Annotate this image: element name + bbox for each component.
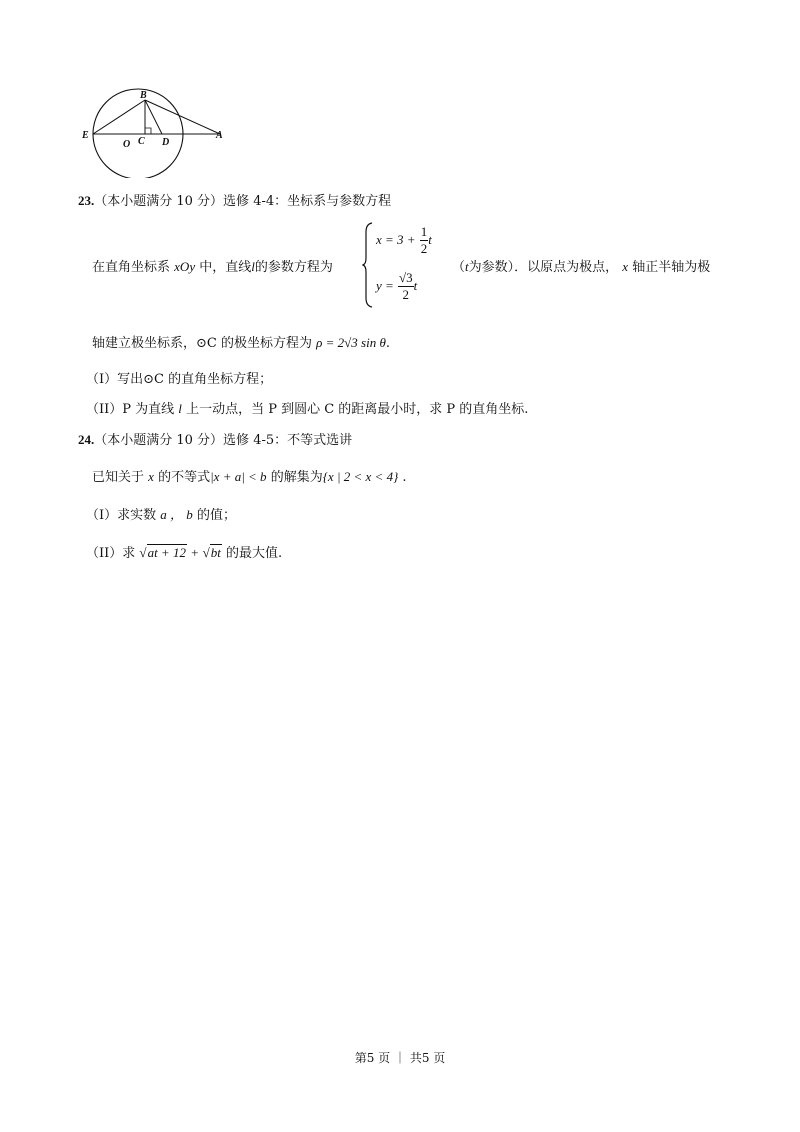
q24-line1-b: 的不等式 (158, 470, 211, 485)
q23-eq2 (376, 270, 417, 303)
q23-header-text: （本小题满分 10 分）选修 4-4：坐标系与参数方程 (94, 194, 392, 209)
q23-l: l (251, 259, 255, 274)
q23-eq2-t: t (413, 278, 418, 293)
q23-eq1-t: t (428, 232, 432, 247)
q24-part2-b: 的最大值. (225, 546, 283, 561)
q24-header-text: （本小题满分 10 分）选修 4-5：不等式选讲 (94, 433, 353, 448)
point-label-d: D (162, 137, 170, 148)
q23-part2-l: l (178, 401, 182, 416)
q24-part1-a: （I）求实数 (86, 508, 157, 523)
q23-eq1-num: 1 (420, 224, 428, 239)
q24-expr-plus: + (191, 545, 199, 560)
q24-line1-c: 的解集为 (270, 470, 323, 485)
q24-x: x (148, 469, 154, 484)
q23-param-note-text: 为参数）．以原点为极点， (468, 260, 619, 275)
q23-part2 (86, 398, 528, 417)
line-bd (145, 100, 162, 134)
system-brace (362, 222, 374, 308)
q23-xoy: xOy (174, 259, 196, 274)
q24-number: 24. (78, 432, 95, 447)
q23-line2 (92, 332, 390, 351)
q23-part1: （I）写出⊙C 的直角坐标方程； (86, 372, 273, 387)
point-label-o: O (123, 139, 131, 150)
q23-param-x: x (622, 259, 629, 274)
page-footer: 第5 页 ｜ 共5 页 (354, 1051, 446, 1065)
q23-line1 (92, 256, 333, 275)
point-label-b: B (140, 90, 147, 101)
q24-part2: （II）求 √at + 12 + √bt 的最大值. (86, 545, 283, 561)
q24-part1 (86, 504, 236, 523)
q23-header (78, 190, 391, 209)
q23-eq2-num: √3 (398, 270, 413, 285)
q23-eq1 (376, 224, 432, 257)
q23-line2-text: 轴建立极坐标系，⊙C 的极坐标方程为 (92, 336, 312, 351)
q23-line2-end: . (385, 336, 390, 351)
q24-part1-vars: a ， b (160, 507, 193, 522)
q24-radicand-2: bt (210, 545, 221, 560)
q23-eq1-lhs: x = 3 + (376, 232, 416, 247)
q24-set: {x | 2 < x < 4} (322, 469, 399, 484)
q23-line1-a: 在直角坐标系 (92, 260, 171, 275)
q23-number: 23. (78, 193, 95, 208)
right-angle-mark (145, 128, 151, 134)
point-label-a: A (216, 130, 223, 141)
q23-eq1-den: 2 (420, 241, 428, 256)
q24-part2-a: （II）求 (86, 546, 136, 561)
q23-eq2-lhs: y = (376, 278, 394, 293)
q23-param-t: t (465, 259, 469, 274)
point-label-e: E (82, 130, 89, 141)
line-eb (93, 100, 145, 134)
q24-part1-b: 的值； (196, 508, 236, 523)
geometry-figure (78, 88, 228, 178)
q23-line1-b: 中，直线 (199, 260, 252, 275)
q24-ineq: |x + a| < b (210, 469, 267, 484)
q23-eq2-frac (398, 270, 414, 303)
q23-line1-c: 的参数方程为 (254, 260, 333, 275)
q23-param-note-text2: 轴正半轴为极 (632, 260, 711, 275)
q24-line1 (92, 466, 407, 485)
point-label-c: C (138, 136, 145, 147)
q24-header (78, 429, 352, 448)
q23-eq2-den: 2 (402, 287, 409, 302)
q23-part2-a: （II）P 为直线 (86, 402, 175, 417)
q23-polar-eq: ρ = 2√3 sin θ (316, 335, 386, 350)
q23-eq1-frac (420, 224, 429, 257)
q23-part2-b: 上一动点，当 P 到圆心 C 的距离最小时，求 P 的直角坐标. (186, 402, 529, 417)
q24-radicand-1: at + 12 (147, 545, 186, 560)
q24-line1-end: . (402, 470, 407, 485)
q23-param-note: （t为参数）．以原点为极点， x 轴正半轴为极 (452, 259, 711, 275)
q24-line1-a: 已知关于 (92, 470, 145, 485)
